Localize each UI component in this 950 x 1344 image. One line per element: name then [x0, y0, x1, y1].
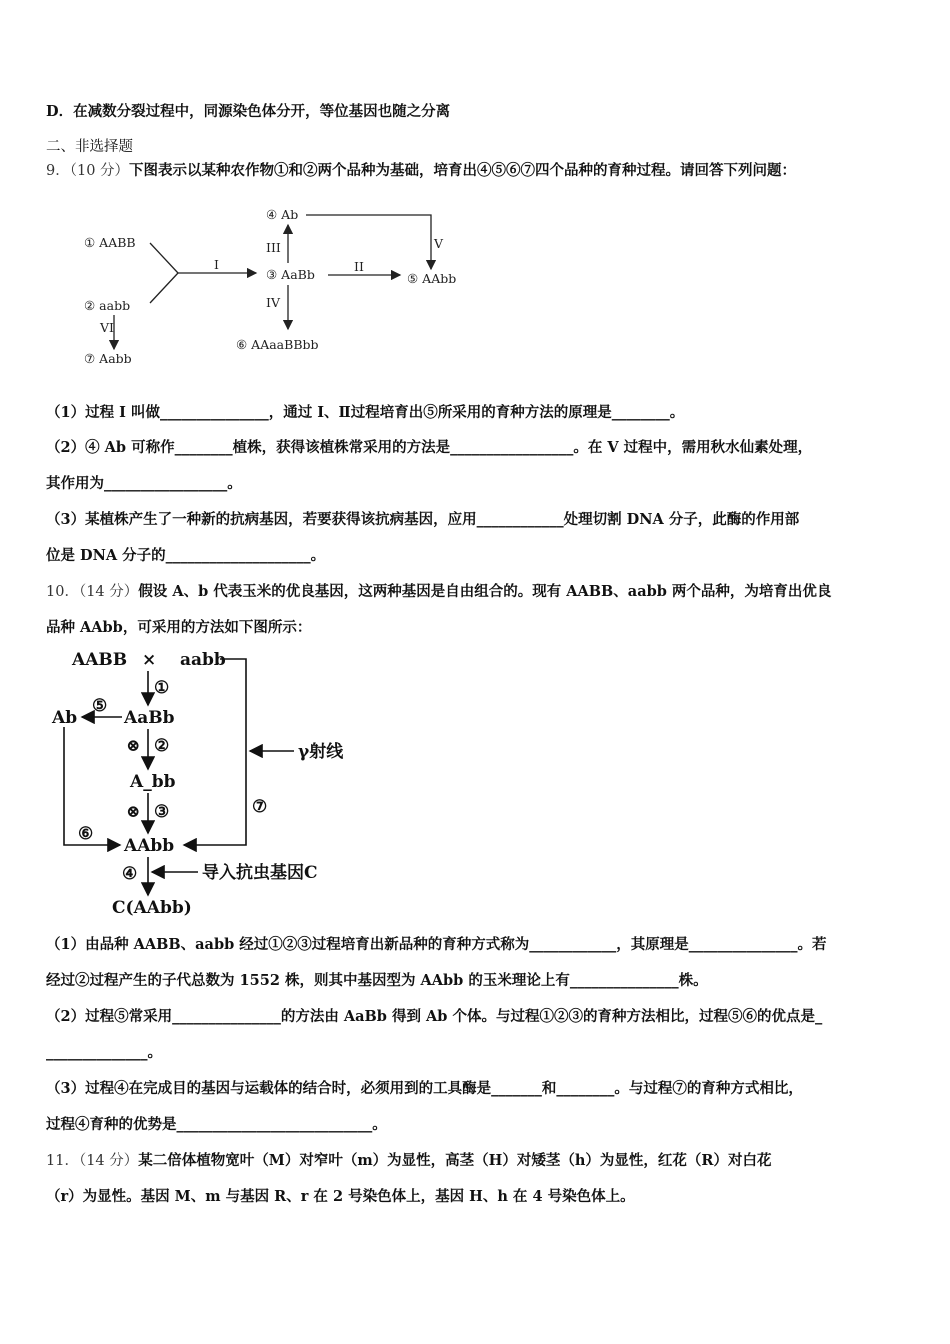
label-I: I: [214, 257, 219, 272]
question-number: 10．（14 分）: [46, 584, 139, 600]
self-symbol-1: ⊗: [126, 736, 141, 756]
q10-part-2b: ______________。: [46, 1044, 162, 1061]
q10-part-1b: 经过②过程产生的子代总数为 1552 株，则其中基因型为 AAbb 的玉米理论上有_______________株。: [46, 972, 708, 989]
self-symbol-2: ⊗: [126, 802, 141, 822]
breeding-diagram-1: [70, 195, 490, 375]
node-3: ③ AaBb: [266, 267, 315, 282]
arrow-V: [306, 215, 431, 269]
node-4: ④ Ab: [266, 207, 299, 222]
node-A_bb: A_bb: [130, 772, 176, 792]
node-5: ⑤ AAbb: [407, 271, 457, 286]
step-6: ⑥: [78, 824, 94, 844]
question-9-stem: [46, 161, 796, 181]
step-3: ③: [154, 802, 170, 822]
q10-part-1a: （1）由品种 AABB、aabb 经过①②③过程培育出新品种的育种方式称为____________，其原理是_______________。若: [46, 936, 827, 953]
q9-part-2a: （2）④ Ab 可称作________植株，获得该植株常采用的方法是_________________。在 V 过程中，需用秋水仙素处理，: [46, 439, 813, 456]
step-1: ①: [154, 678, 170, 698]
node-AABB: AABB: [72, 650, 128, 670]
q9-part-3b: 位是 DNA 分子的____________________。: [46, 547, 326, 564]
node-Ab: Ab: [52, 708, 78, 728]
label-IV: IV: [266, 295, 280, 310]
question-10-stem-2: 品种 AAbb，可采用的方法如下图所示：: [46, 619, 312, 636]
node-2: ② aabb: [84, 298, 131, 313]
node-C-AAbb: C(AAbb): [112, 898, 192, 918]
q9-part-3a: （3）某植株产生了一种新的抗病基因，若要获得该抗病基因，应用____________处理切割 DNA 分子，此酶的作用部: [46, 511, 800, 528]
section-heading: 二、非选择题: [46, 139, 133, 155]
question-11-stem: [46, 1151, 771, 1171]
q10-part-2a: （2）过程⑤常采用_______________的方法由 AaBb 得到 Ab 个体。与过程①②③的育种方法相比，过程⑤⑥的优点是_: [46, 1008, 823, 1025]
q9-part-1: （1）过程 I 叫做_______________，通过 I、Ⅱ过程培育出⑤所采用的育种方法的原理是________。: [46, 404, 685, 421]
branch-line-2: [150, 273, 178, 303]
gene-insert-label: 导入抗虫基因C: [202, 863, 318, 883]
node-7: ⑦ Aabb: [84, 351, 132, 366]
q10-part-3b: 过程④育种的优势是___________________________。: [46, 1116, 387, 1133]
arrow-7: [184, 659, 246, 845]
question-text: 某二倍体植物宽叶（M）对窄叶（m）为显性，高茎（H）对矮茎（h）为显性，红花（R）对白花: [138, 1152, 772, 1169]
question-number: 11．（14 分）: [46, 1153, 139, 1169]
question-text: 假设 A、b 代表玉米的优良基因，这两种基因是自由组合的。现有 AABB、aabb 两个品种，为培育出优良: [138, 583, 832, 600]
question-number: 9．（10 分）: [46, 163, 130, 179]
q9-part-2b: 其作用为_________________。: [46, 475, 242, 492]
label-V: V: [434, 236, 444, 251]
breeding-diagram-2: [46, 645, 366, 925]
node-6: ⑥ AAaaBBbb: [236, 337, 319, 352]
node-1: ① AABB: [84, 235, 136, 250]
node-AaBb: AaBb: [124, 708, 175, 728]
gamma-ray-label: γ射线: [298, 742, 344, 762]
step-5: ⑤: [92, 696, 108, 716]
branch-line-1: [150, 243, 178, 273]
label-II: II: [354, 259, 364, 274]
node-aabb: aabb: [180, 650, 226, 670]
label-III: III: [266, 240, 281, 255]
node-AAbb: AAbb: [124, 836, 175, 856]
q10-part-3a: （3）过程④在完成目的基因与运载体的结合时，必须用到的工具酶是_______和________。与过程⑦的育种方式相比，: [46, 1080, 803, 1097]
question-11-stem-2: （r）为显性。基因 M、m 与基因 R、r 在 2 号染色体上，基因 H、h 在 4 号染色体上。: [46, 1188, 635, 1205]
question-text: 下图表示以某种农作物①和②两个品种为基础，培育出④⑤⑥⑦四个品种的育种过程。请回答下列问题：: [129, 162, 797, 179]
step-2: ②: [154, 736, 170, 756]
step-4: ④: [122, 864, 138, 884]
cross-symbol: ×: [142, 650, 157, 670]
label-VI: VI: [100, 320, 114, 335]
question-10-stem: [46, 582, 831, 602]
option-d: D．在减数分裂过程中，同源染色体分开，等位基因也随之分离: [46, 103, 451, 120]
step-7: ⑦: [252, 797, 268, 817]
